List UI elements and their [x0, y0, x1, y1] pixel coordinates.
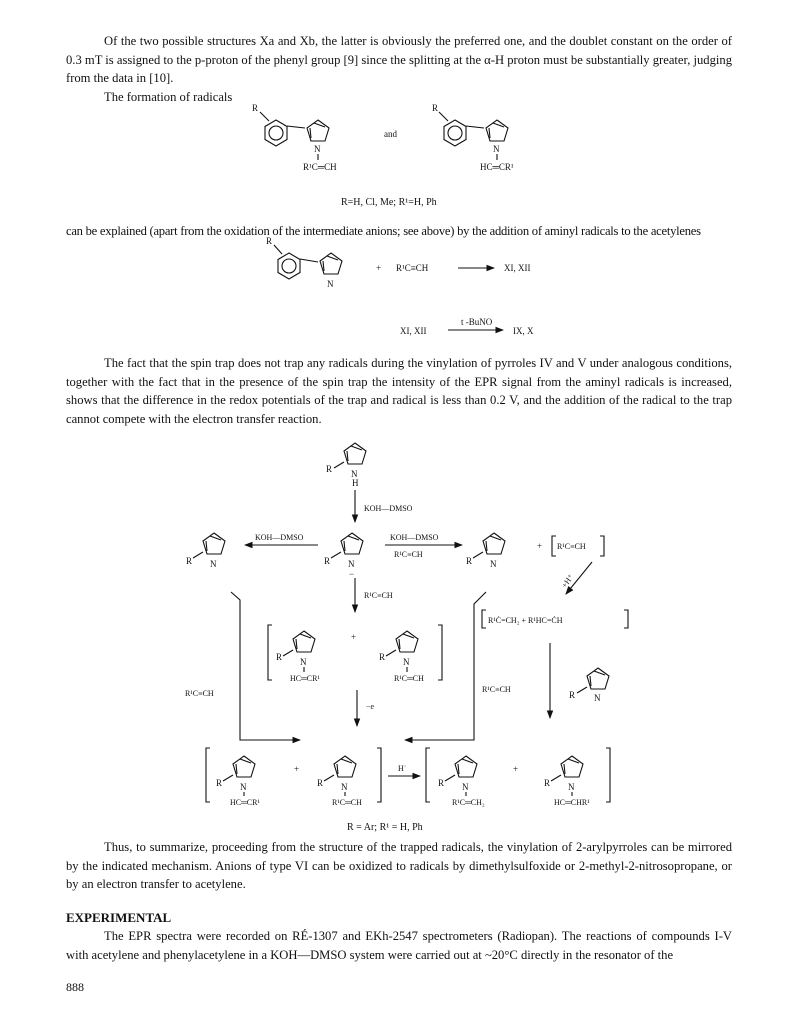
- scheme3-caption: R = Ar; R¹ = H, Ph: [347, 822, 423, 833]
- scheme1-and: and: [384, 129, 397, 139]
- scheme1-r-right: R: [432, 103, 439, 113]
- svg-text:R: R: [379, 652, 386, 662]
- scheme2-r: R: [266, 236, 273, 246]
- svg-text:N: N: [341, 782, 348, 792]
- paragraph-6: The EPR spectra were recorded on RÉ-1307 and EKh-2547 spectrometers (Radiopan). The reactions of compounds I-V with acetylene and phenylacetylene in a KOH—DMSO system were carried out at ~20°C directly in the resonator of the: [66, 929, 732, 962]
- scheme3-label-r1cch-1: R¹C≡CH: [394, 550, 423, 559]
- svg-text:R: R: [186, 556, 193, 566]
- scheme1-r-left: R: [252, 103, 259, 113]
- scheme3-intermediate-b: [379, 631, 424, 683]
- scheme2-reagent: R¹C≡CH: [396, 263, 429, 273]
- svg-text:R: R: [438, 778, 445, 788]
- scheme3-radical-b: [317, 756, 362, 807]
- svg-text:R: R: [569, 690, 576, 700]
- svg-text:R: R: [216, 778, 223, 788]
- svg-text:R¹C═CH₂: R¹C═CH₂: [452, 798, 485, 807]
- scheme3-n-start: N: [351, 469, 358, 479]
- svg-text:N: N: [462, 782, 469, 792]
- svg-text:R¹C═CH: R¹C═CH: [332, 798, 362, 807]
- scheme3-vinyl-radicals: R¹Ċ=CH₂ + R¹HC=ĊH: [488, 616, 563, 625]
- scheme1-caption: R=H, Cl, Me; R¹=H, Ph: [341, 197, 437, 208]
- svg-text:+: +: [537, 541, 543, 551]
- scheme1-n-right: N: [493, 144, 500, 154]
- svg-text:N: N: [300, 657, 307, 667]
- paragraph-5: Thus, to summarize, proceeding from the structure of the trapped radicals, the vinylation of 2-arylpyrroles can be mirrored by the indicated mechanism. Anions of type VI can be oxidized to radicals by dimethylsulfoxide or 2-methyl-2-nitrosopropane, or by an electron transfer to acetylene.: [66, 840, 732, 892]
- paragraph-2: The formation of radicals: [104, 90, 233, 104]
- scheme3-radical-a: [216, 756, 260, 807]
- scheme3-intermediate-a: [276, 631, 320, 683]
- svg-text:N: N: [594, 693, 601, 703]
- svg-text:N: N: [210, 559, 217, 569]
- svg-text:R: R: [324, 556, 331, 566]
- scheme3-label-r1cch-4: R¹C≡CH: [482, 685, 511, 694]
- scheme3-aminyl-right: [466, 533, 505, 569]
- scheme3-label-koh-2: KOH—DMSO: [255, 533, 304, 542]
- svg-text:N: N: [403, 657, 410, 667]
- paragraph-4: The fact that the spin trap does not trap any radicals during the vinylation of pyrroles IV and V under analogous conditions, together with the fact that in the presence of the spin trap the intensity of the EPR signal from the aminyl radicals is increased, shows that the difference in the redox potentials of the trap and radical is less than 0.2 V, and the addition of the radical to the trap cannot compete with the electron transfer reaction.: [66, 356, 732, 426]
- scheme3-h-start: H: [352, 478, 359, 488]
- svg-text:HC═CR¹: HC═CR¹: [290, 674, 320, 683]
- scheme2-plus: +: [376, 263, 382, 273]
- scheme3-radical-cation: R¹C≡CH: [557, 542, 586, 551]
- svg-text:R¹C═CH: R¹C═CH: [394, 674, 424, 683]
- scheme3-aminyl-left: [186, 533, 225, 569]
- svg-text:−: −: [349, 569, 355, 579]
- svg-text:+: +: [351, 632, 357, 642]
- scheme3-product-c: [438, 756, 485, 807]
- svg-text:R: R: [466, 556, 473, 566]
- scheme3-label-minus-e: −e: [366, 702, 375, 711]
- svg-text:+: +: [513, 764, 519, 774]
- svg-text:R: R: [317, 778, 324, 788]
- scheme3-label-hdot: H˙: [398, 764, 407, 773]
- scheme3-anion: [324, 533, 363, 579]
- scheme2-arrow-label: t -BuNO: [461, 317, 493, 327]
- scheme2-reactant: [266, 236, 342, 289]
- svg-text:N: N: [490, 559, 497, 569]
- scheme2-rhs: IX, X: [513, 326, 534, 336]
- svg-text:R: R: [544, 778, 551, 788]
- scheme3-label-r1cch-2: R¹C≡CH: [364, 591, 393, 600]
- section-heading-experimental: EXPERIMENTAL: [66, 910, 172, 925]
- scheme1-n-left: N: [314, 144, 321, 154]
- scheme3-product-d: [544, 756, 590, 807]
- scheme1-sub-left: R¹C═CH: [303, 162, 337, 172]
- svg-text:+: +: [294, 764, 300, 774]
- scheme2-n: N: [327, 279, 334, 289]
- scheme3-label-hplus: +H⁺: [559, 572, 576, 590]
- scheme1-sub-right: HC═CR¹: [480, 162, 514, 172]
- svg-text:R: R: [276, 652, 283, 662]
- scheme3-label-koh-3: KOH—DMSO: [390, 533, 439, 542]
- paragraph-1: Of the two possible structures Xa and Xb, the latter is obviously the preferred one, and the doublet constant on the order of 0.3 mT is assigned to the p-proton of the phenyl group [9] since the splitting at the α-H proton must be substantially greater, judging from the data in [10].: [66, 34, 732, 86]
- scheme2-lhs: XI, XII: [400, 326, 427, 336]
- scheme1-radical-right: [432, 103, 514, 172]
- scheme3-label-koh-1: KOH—DMSO: [364, 504, 413, 513]
- scheme3-start-pyrrole: [326, 443, 366, 488]
- svg-text:HC═CHR¹: HC═CHR¹: [554, 798, 590, 807]
- scheme3-aminyl-lower: [569, 668, 609, 703]
- svg-text:N: N: [240, 782, 247, 792]
- scheme2-product: XI, XII: [504, 263, 531, 273]
- paragraph-3: can be explained (apart from the oxidation of the intermediate anions; see above) by the addition of aminyl radicals to the acetylenes: [66, 224, 701, 238]
- scheme1-radical-left: [252, 103, 337, 172]
- svg-text:N: N: [348, 559, 355, 569]
- scheme3-label-r1cch-3: R¹C≡CH: [185, 689, 214, 698]
- page-number: 888: [66, 980, 84, 994]
- svg-text:HC═CR¹: HC═CR¹: [230, 798, 260, 807]
- scheme3-r-start: R: [326, 464, 333, 474]
- svg-text:N: N: [568, 782, 575, 792]
